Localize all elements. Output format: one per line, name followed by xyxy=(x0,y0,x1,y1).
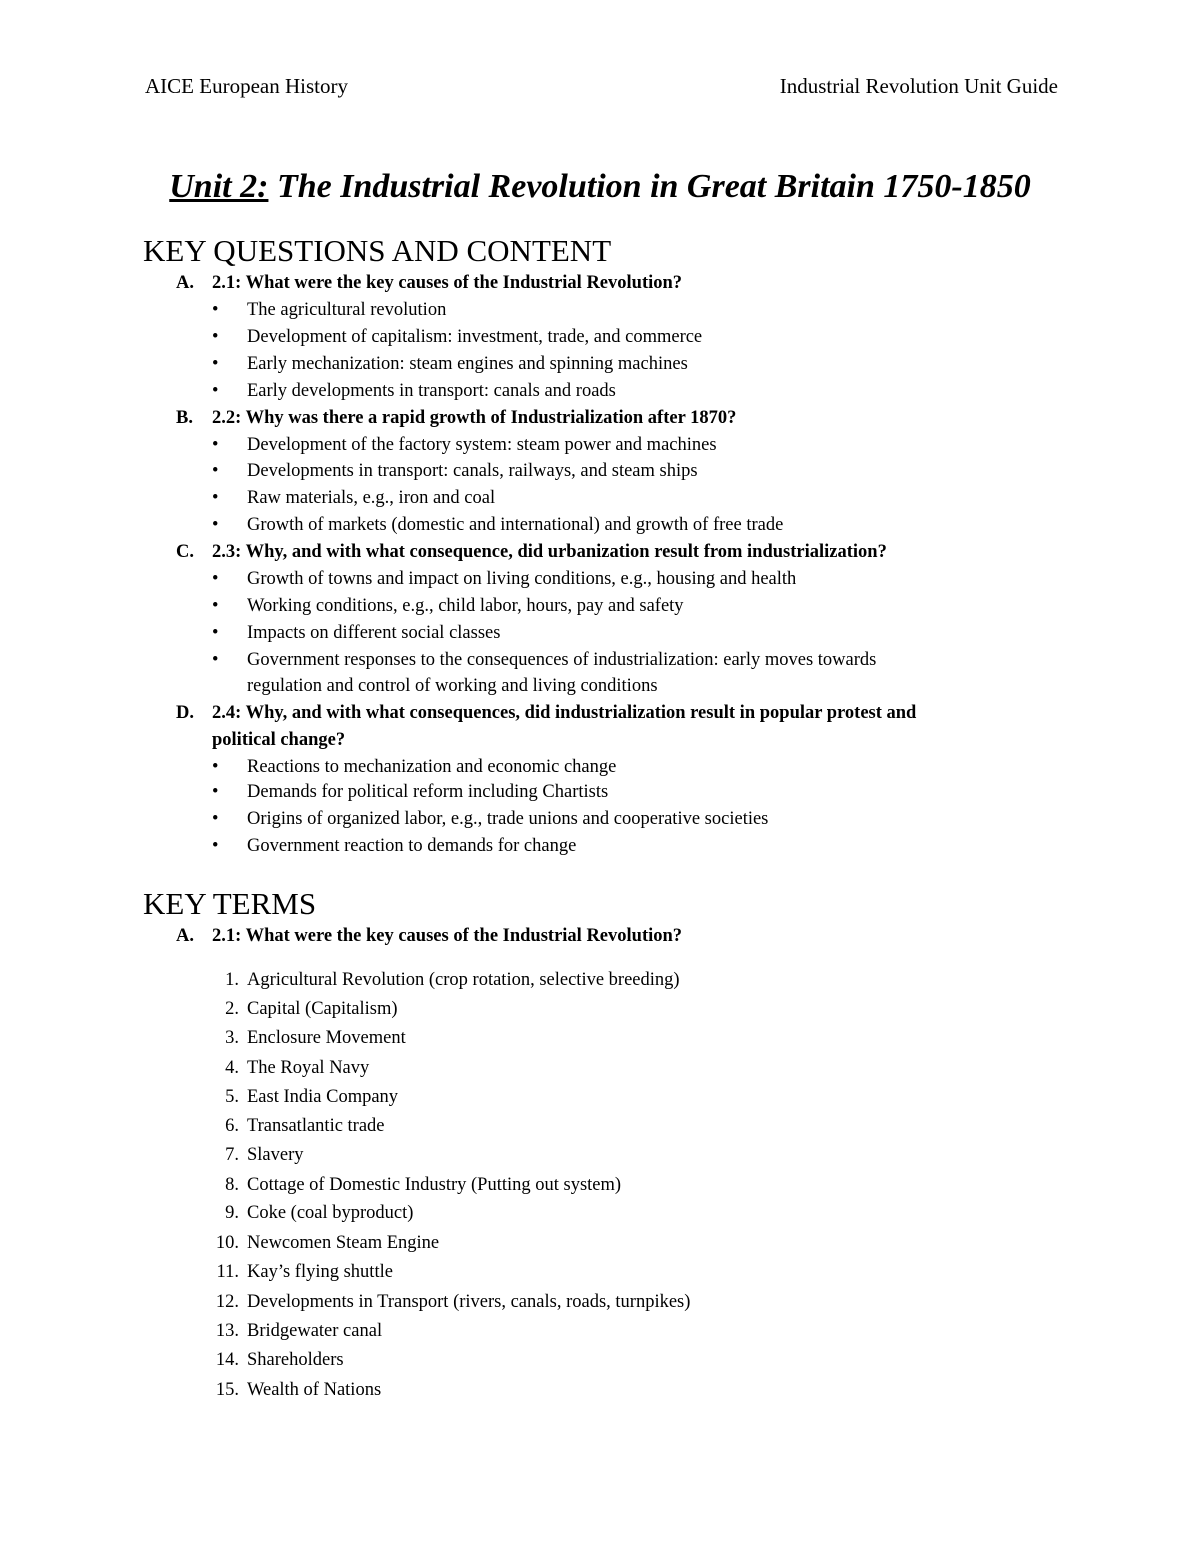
term-item: 5. East India Company xyxy=(225,1087,399,1107)
question-a xyxy=(176,270,682,297)
term-item: 14. Shareholders xyxy=(215,1350,344,1370)
term-item: 9. Coke (coal byproduct) xyxy=(225,1203,414,1223)
list-item: • Raw materials, e.g., iron and coal xyxy=(247,485,495,512)
term-item: 15. Wealth of Nations xyxy=(215,1380,382,1400)
title-prefix: Unit 2: xyxy=(169,168,269,205)
list-item: • Working conditions, e.g., child labor, hours, pay and safety xyxy=(247,593,684,620)
list-item: • The agricultural revolution xyxy=(247,297,446,324)
bullet-icon: • xyxy=(212,809,219,829)
question-c xyxy=(176,539,887,566)
question-letter: A. xyxy=(176,273,194,293)
header-course: AICE European History xyxy=(145,74,348,98)
question-text: 2.1: What were the key causes of the Industrial Revolution? xyxy=(212,926,683,946)
term-item: 13. Bridgewater canal xyxy=(215,1321,383,1341)
term-item: 10. Newcomen Steam Engine xyxy=(215,1233,440,1253)
bullet-icon: • xyxy=(212,757,219,777)
question-text: 2.3: Why, and with what consequence, did urbanization result from industrialization? xyxy=(212,542,887,562)
bullet-icon: • xyxy=(212,488,219,508)
question-b xyxy=(176,405,736,432)
list-item: • Growth of markets (domestic and international) and growth of free trade xyxy=(247,512,783,539)
term-item: 4. The Royal Navy xyxy=(225,1058,370,1078)
list-item: • Early developments in transport: canals and roads xyxy=(247,378,616,405)
question-letter: C. xyxy=(176,542,194,562)
bullet-icon: • xyxy=(212,836,219,856)
bullet-icon: • xyxy=(212,381,219,401)
key-terms-heading: KEY TERMS xyxy=(143,886,317,921)
question-letter: D. xyxy=(176,703,194,723)
list-item: • Early mechanization: steam engines and spinning machines xyxy=(247,351,688,378)
term-item: 2. Capital (Capitalism) xyxy=(225,999,398,1019)
list-item: • Demands for political reform including Chartists xyxy=(247,779,608,806)
question-text: 2.2: Why was there a rapid growth of Industrialization after 1870? xyxy=(212,408,737,428)
list-item: • Reactions to mechanization and economic change xyxy=(247,754,616,781)
term-item: 3. Enclosure Movement xyxy=(225,1028,406,1048)
term-item: 8. Cottage of Domestic Industry (Putting out system) xyxy=(225,1175,622,1195)
bullet-icon: • xyxy=(212,461,219,481)
list-item: • Impacts on different social classes xyxy=(247,620,500,647)
term-item: 6. Transatlantic trade xyxy=(225,1116,385,1136)
list-item: • Government reaction to demands for change xyxy=(247,833,576,860)
list-item: • Origins of organized labor, e.g., trade unions and cooperative societies xyxy=(247,806,768,833)
question-d xyxy=(176,700,916,754)
list-item: • Government responses to the consequences of industrialization: early moves towards xyxy=(247,647,876,674)
term-item: 12. Developments in Transport (rivers, canals, roads, turnpikes) xyxy=(215,1292,691,1312)
key-questions-heading: KEY QUESTIONS AND CONTENT xyxy=(143,233,612,268)
title-main: The Industrial Revolution in Great Britain 1750-1850 xyxy=(268,168,1031,205)
bullet-icon: • xyxy=(212,569,219,589)
list-item: • Growth of towns and impact on living conditions, e.g., housing and health xyxy=(247,566,796,593)
bullet-icon: • xyxy=(212,435,219,455)
question-text-continuation: political change? xyxy=(212,729,346,750)
bullet-icon: • xyxy=(212,782,219,802)
list-item-continuation: regulation and control of working and living conditions xyxy=(247,676,658,696)
question-letter: B. xyxy=(176,408,193,428)
bullet-icon: • xyxy=(212,515,219,535)
bullet-icon: • xyxy=(212,596,219,616)
bullet-icon: • xyxy=(212,650,219,670)
list-item: • Development of the factory system: steam power and machines xyxy=(247,432,717,459)
bullet-icon: • xyxy=(212,623,219,643)
list-item: • Development of capitalism: investment, trade, and commerce xyxy=(247,324,702,351)
key-terms-question xyxy=(176,923,682,950)
term-item: 1. Agricultural Revolution (crop rotation, selective breeding) xyxy=(225,970,680,990)
bullet-icon: • xyxy=(212,354,219,374)
header-unit-guide: Industrial Revolution Unit Guide xyxy=(779,74,1058,98)
term-item: 11. Kay’s flying shuttle xyxy=(216,1262,393,1282)
page-title xyxy=(0,164,1200,210)
bullet-icon: • xyxy=(212,327,219,347)
list-item: • Developments in transport: canals, railways, and steam ships xyxy=(247,458,698,485)
question-letter: A. xyxy=(176,926,194,946)
term-item: 7. Slavery xyxy=(225,1145,304,1165)
question-text: 2.4: Why, and with what consequences, did industrialization result in popular protest and xyxy=(212,703,917,723)
question-text: 2.1: What were the key causes of the Industrial Revolution? xyxy=(212,273,683,293)
bullet-icon: • xyxy=(212,300,219,320)
